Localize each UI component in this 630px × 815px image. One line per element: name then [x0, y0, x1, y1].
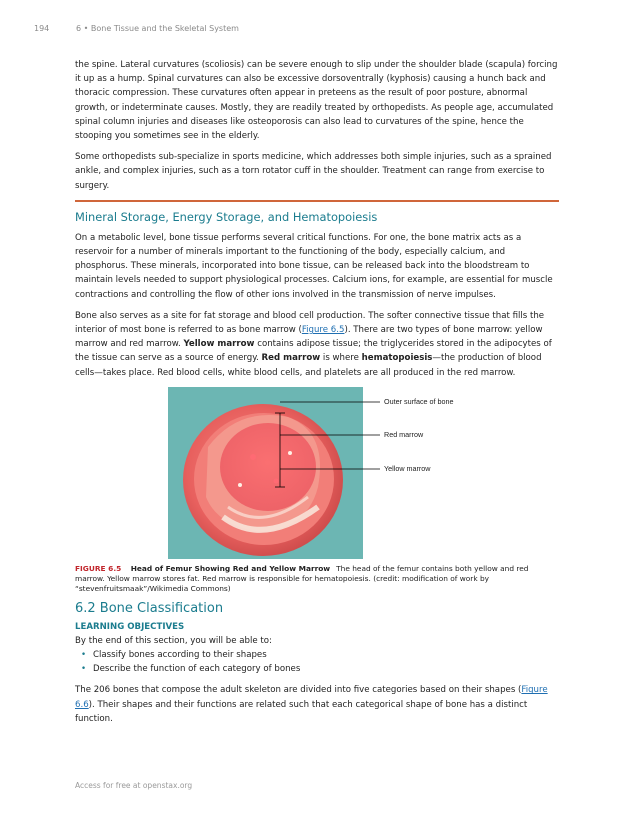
page-number: 194 [34, 24, 50, 33]
running-header [34, 24, 239, 33]
text-run: The 206 bones that compose the adult skeleton are divided into five categories based on their shapes ( [75, 685, 522, 696]
label-yellow-marrow: Yellow marrow [384, 463, 431, 473]
intro-paragraph-1: the spine. Lateral curvatures (scoliosis) can be severe enough to slip under the shoulder blade (scapula) forcing it up as a hump. Spinal curvatures can also be excessive dorsoventrally (kyphosis) causing a hunch back and thoracic compression. These curvatures often appear in preteens as the result of poor posture, abnormal growth, or indeterminate causes. Mostly, they are readily treated by orthopedists. As people age, accumulated spinal column injuries and diseases like osteoporosis can also lead to curvatures of the spine, hence the stooping you sometimes see in the elderly. [75, 60, 558, 142]
intro-paragraph-2: Some orthopedists sub-specialize in sports medicine, which addresses both simple injuries, such as a sprained ankle, and complex injuries, such as a torn rotator cuff in the shoulder. Treatment can range from exercise to surgery. [75, 152, 552, 191]
figure-title: Head of Femur Showing Red and Yellow Marrow [130, 563, 331, 573]
label-red-marrow: Red marrow [384, 429, 424, 439]
text-run: ). There are two types of bone marrow: yellow marrow and red marrow. [75, 325, 543, 350]
page-content [75, 58, 559, 733]
mineral-paragraph-1: On a metabolic level, bone tissue performs several critical functions. For one, the bone matrix acts as a reservoir for a number of minerals important to the functioning of the body, especially calcium, and phosphorus. These minerals, incorporated into bone tissue, can be released back into the bloodstream to maintain levels needed to support physiological processes. Calcium ions, for example, are essential for muscle contractions and controlling the flow of other ions involved in the transmission of nerve impulses. [75, 232, 553, 300]
term-red-marrow: Red marrow [261, 353, 321, 364]
page-footer: Access for free at openstax.org [75, 781, 193, 790]
text-run: —the production of blood cells—takes place. Red blood cells, white blood cells, and platelets are all produced in the red marrow. [75, 353, 542, 378]
figure-6-5 [75, 387, 559, 560]
figure-6-6-link[interactable]: Figure 6.6 [75, 685, 548, 710]
running-title: 6 • Bone Tissue and the Skeletal System [76, 24, 239, 33]
figure-caption-text: The head of the femur contains both yellow and red marrow. Yellow marrow stores fat. Red marrow is responsible for hematopoiesis. (credit: modification of work by “stevenfruitsmaak”/Wikimedia Commons) [75, 563, 529, 593]
text-run: Bone also serves as a site for fat storage and blood cell production. The softer connective tissue that fills the interior of most bone is referred to as bone marrow ( [75, 310, 545, 336]
text-run: is where [320, 353, 362, 364]
objectives-list [75, 648, 559, 676]
figure-number: FIGURE 6.5 [75, 563, 122, 573]
figure-caption [75, 564, 559, 594]
text-run: ). Their shapes and their functions are related such that each categorical shape of bone has a distinct function. [75, 699, 528, 724]
figure-6-5-link[interactable]: Figure 6.5 [301, 325, 345, 336]
text-run: contains adipose tissue; the triglycerides stored in the adipocytes of the tissue can serve as a source of energy. [75, 339, 552, 364]
objective-item: • Classify bones according to their shapes [75, 648, 559, 662]
figure-leader-lines [75, 387, 559, 559]
section-heading-6-2: 6.2 Bone Classification [75, 600, 224, 616]
label-outer-surface: Outer surface of bone [384, 396, 454, 406]
section-heading-mineral: Mineral Storage, Energy Storage, and Hematopoiesis [75, 209, 378, 224]
section-divider [75, 200, 559, 202]
learning-objectives-heading: LEARNING OBJECTIVES [75, 621, 185, 632]
classification-paragraph [75, 683, 559, 726]
mineral-paragraph-2 [75, 309, 559, 380]
term-hematopoiesis: hematopoiesis [361, 353, 433, 364]
term-yellow-marrow: Yellow marrow [183, 339, 255, 350]
objectives-intro: By the end of this section, you will be able to: [75, 635, 272, 646]
objective-item: • Describe the function of each category of bones [75, 662, 559, 676]
